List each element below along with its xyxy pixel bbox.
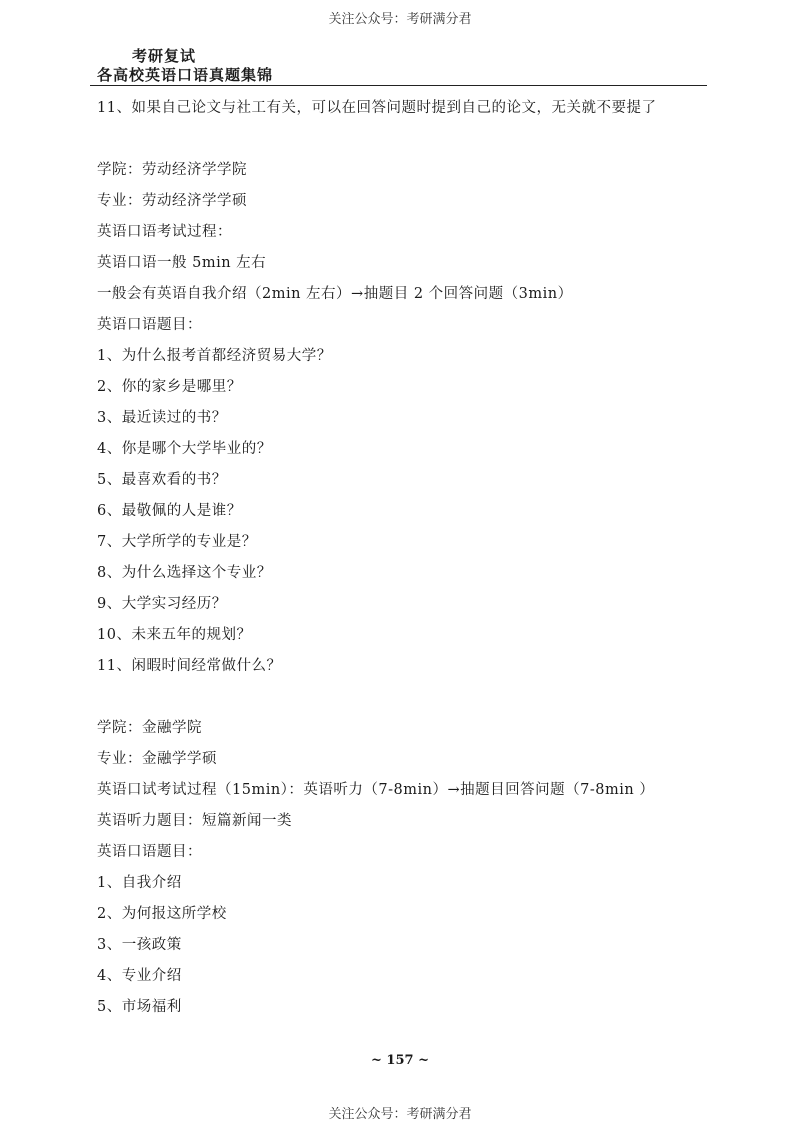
list-item: 3、最近读过的书？ xyxy=(97,410,227,426)
list-item: 8、为什么选择这个专业？ xyxy=(97,565,272,581)
list-item: 2、为何报这所学校 xyxy=(97,906,227,922)
process-line: 一般会有英语自我介绍（2min 左右）→抽题目 2 个回答问题（3min） xyxy=(97,286,573,302)
list-item: 4、你是哪个大学毕业的？ xyxy=(97,441,272,457)
list-item: 2、你的家乡是哪里？ xyxy=(97,379,242,395)
list-item: 5、最喜欢看的书？ xyxy=(97,472,227,488)
listening-line: 英语听力题目：短篇新闻一类 xyxy=(97,813,292,829)
spacer xyxy=(97,682,717,713)
list-item: 1、为什么报考首都经济贸易大学？ xyxy=(97,348,332,364)
header-title: 各高校英语口语真题集锦 xyxy=(97,66,274,84)
section-finance xyxy=(97,713,717,1023)
list-item: 7、大学所学的专业是？ xyxy=(97,534,257,550)
spacer xyxy=(97,124,717,155)
list-item: 3、一孩政策 xyxy=(97,937,182,953)
process-line: 英语口试考试过程（15min）：英语听力（7-8min）→抽题目回答问题（7-8min ） xyxy=(97,782,655,798)
list-item: 4、专业介绍 xyxy=(97,968,182,984)
list-item: 1、自我介绍 xyxy=(97,875,182,891)
watermark-top: 关注公众号：考研满分君 xyxy=(328,12,472,27)
questions-title: 英语口语题目： xyxy=(97,317,202,333)
intro-line: 11、如果自己论文与社工有关，可以在回答问题时提到自己的论文，无关就不要提了 xyxy=(97,100,657,116)
watermark-bottom: 关注公众号：考研满分君 xyxy=(328,1107,472,1122)
process-title: 英语口语考试过程： xyxy=(97,224,232,240)
header-subtitle: 考研复试 xyxy=(132,47,197,65)
page-number: ~ 157 ~ xyxy=(371,1053,429,1068)
section-major: 专业：劳动经济学学硕 xyxy=(97,193,247,209)
section-labor-economics xyxy=(97,155,717,682)
list-item: 9、大学实习经历？ xyxy=(97,596,227,612)
section-college: 学院：金融学院 xyxy=(97,720,202,736)
section-college: 学院：劳动经济学学院 xyxy=(97,162,247,178)
header-divider xyxy=(90,85,707,86)
process-line: 英语口语一般 5min 左右 xyxy=(97,255,267,271)
section-major: 专业：金融学学硕 xyxy=(97,751,217,767)
list-item: 11、闲暇时间经常做什么？ xyxy=(97,658,282,674)
list-item: 10、未来五年的规划？ xyxy=(97,627,252,643)
list-item: 5、市场福利 xyxy=(97,999,182,1015)
questions-title: 英语口语题目： xyxy=(97,844,202,860)
list-item: 6、最敬佩的人是谁？ xyxy=(97,503,242,519)
document-body xyxy=(97,93,717,1023)
